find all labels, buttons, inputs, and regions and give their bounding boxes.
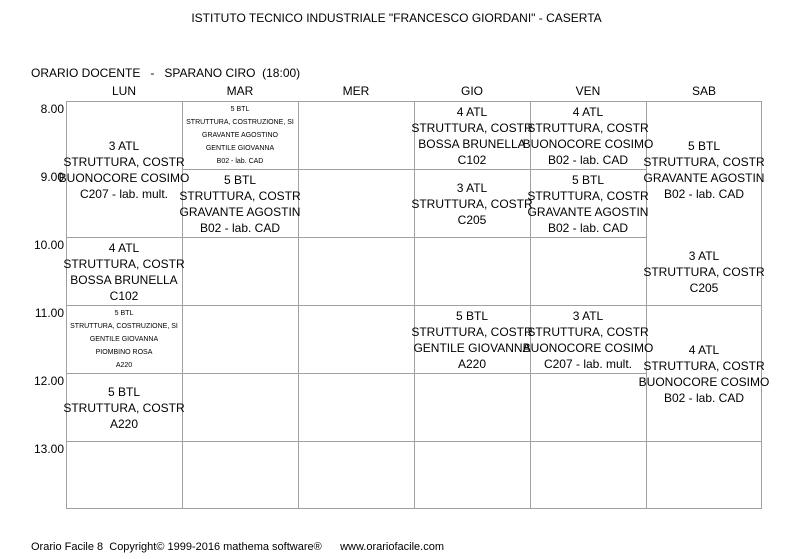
lesson-room: B02 - lab. CAD [663,186,745,201]
lesson-teacher: GENTILE GIOVANNA [89,336,159,343]
lesson-room: C205 [457,212,487,227]
lesson-room: A220 [115,362,133,369]
lesson-teacher: BOSSA BRUNELLA [70,272,178,287]
lesson-subject: STRUTTURA, COSTR [63,400,185,415]
lesson-room: C207 - lab. mult. [79,186,169,201]
time-label-8: 8.00 [40,102,64,116]
lesson-subject: STRUTTURA, COSTR [643,358,765,373]
lesson-teacher: BUONOCORE COSIMO [522,136,654,151]
lesson-subject: STRUTTURA, COSTR [411,196,533,211]
lesson-lun-10[interactable] [63,238,185,305]
lesson-teacher: PIOMBINO ROSA [95,349,153,356]
lesson-subject: STRUTTURA, COSTR [411,120,533,135]
day-header-gio: GIO [460,84,483,98]
lesson-sab-10[interactable] [643,238,765,305]
lesson-subject: STRUTTURA, COSTR [411,324,533,339]
lesson-lun-11[interactable] [66,306,182,373]
lesson-teacher: GENTILE GIOVANNA [205,145,275,152]
lesson-class: 3 ATL [688,248,720,263]
day-header-mer: MER [342,84,370,98]
lesson-subject: STRUTTURA, COSTR [179,188,301,203]
lesson-class: 3 ATL [572,308,604,323]
lesson-ven-9[interactable] [527,170,649,237]
day-header-ven: VEN [575,84,601,98]
lesson-subject: STRUTTURA, COSTR [63,256,185,271]
time-label-11: 11.00 [34,306,64,320]
lesson-class: 3 ATL [108,138,140,153]
lesson-room: B02 - lab. CAD [663,390,745,405]
lesson-teacher: BUONOCORE COSIMO [522,340,654,355]
lesson-class: 3 ATL [456,180,488,195]
grid-col-line [298,101,299,509]
lesson-subject: STRUTTURA, COSTR [643,154,765,169]
lesson-subject: STRUTTURA, COSTRUZIONE, SI [186,119,294,126]
day-header-lun: LUN [111,84,136,98]
lesson-teacher: GENTILE GIOVANNA [413,340,531,355]
school-title: ISTITUTO TECNICO INDUSTRIALE "FRANCESCO GIORDANI" - CASERTA [191,11,602,25]
lesson-ven-11[interactable] [522,306,654,373]
lesson-sab-8[interactable] [643,102,765,237]
lesson-room: C102 [457,152,487,167]
lesson-room: A220 [457,356,487,371]
time-label-9: 9.00 [40,170,64,184]
lesson-room: C102 [109,288,139,303]
teacher-schedule-subtitle: ORARIO DOCENTE - SPARANO CIRO (18:00) [31,66,301,80]
lesson-teacher: GRAVANTE AGOSTINO [202,132,278,139]
lesson-room: C205 [689,280,719,295]
lesson-teacher: BUONOCORE COSIMO [58,170,190,185]
lesson-room: B02 - lab. CAD [199,220,281,235]
lesson-subject: STRUTTURA, COSTRUZIONE, SI [70,323,178,330]
lesson-ven-8[interactable] [522,102,654,169]
lesson-teacher: GRAVANTE AGOSTIN [179,204,301,219]
lesson-class: 5 BTL [107,384,140,399]
lesson-room: C207 - lab. mult. [543,356,633,371]
lesson-class: 4 ATL [688,342,720,357]
lesson-subject: STRUTTURA, COSTR [643,264,765,279]
lesson-lun-8[interactable] [58,102,190,237]
lesson-lun-12[interactable] [63,374,185,441]
lesson-subject: STRUTTURA, COSTR [527,324,649,339]
lesson-class: 4 ATL [108,240,140,255]
lesson-teacher: GRAVANTE AGOSTIN [643,170,765,185]
lesson-room: B02 - lab. CAD [547,220,629,235]
lesson-mar-8[interactable] [182,102,298,169]
lesson-gio-11[interactable] [411,306,533,373]
lesson-class: 5 BTL [114,310,134,317]
time-label-13: 13.00 [33,442,64,456]
day-header-mar: MAR [226,84,254,98]
time-label-10: 10.00 [33,238,64,252]
lesson-subject: STRUTTURA, COSTR [63,154,185,169]
copyright-footer: Orario Facile 8 Copyright© 1999-2016 mathema software® www.orariofacile.com [31,541,444,553]
lesson-teacher: GRAVANTE AGOSTIN [527,204,649,219]
lesson-subject: STRUTTURA, COSTR [527,120,649,135]
lesson-room: B02 - lab. CAD [547,152,629,167]
lesson-class: 5 BTL [455,308,488,323]
time-label-12: 12.00 [33,374,64,388]
lesson-room: B02 - lab. CAD [216,158,264,165]
lesson-mar-9[interactable] [179,170,301,237]
day-header-sab: SAB [691,84,716,98]
lesson-gio-9[interactable] [411,170,533,237]
lesson-class: 4 ATL [572,104,604,119]
lesson-teacher: BOSSA BRUNELLA [418,136,526,151]
lesson-class: 5 BTL [223,172,256,187]
lesson-subject: STRUTTURA, COSTR [527,188,649,203]
lesson-class: 5 BTL [230,106,250,113]
lesson-sab-11[interactable] [638,306,770,441]
lesson-gio-8[interactable] [411,102,533,169]
lesson-class: 5 BTL [687,138,720,153]
lesson-class: 5 BTL [571,172,604,187]
lesson-class: 4 ATL [456,104,488,119]
lesson-room: A220 [109,416,139,431]
lesson-teacher: BUONOCORE COSIMO [638,374,770,389]
